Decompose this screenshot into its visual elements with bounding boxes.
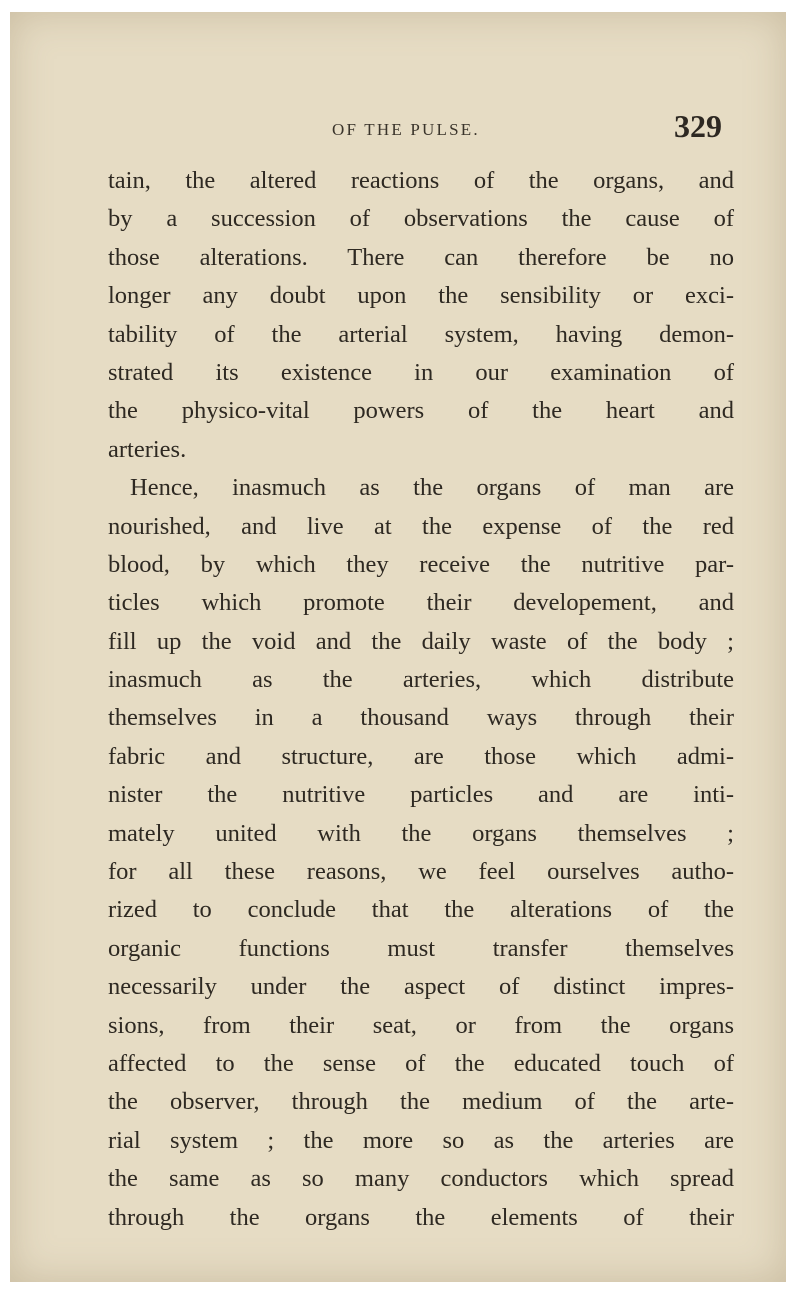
text-line: the observer, through the medium of the arte- xyxy=(108,1088,734,1116)
body-text xyxy=(108,162,734,1237)
paragraph xyxy=(108,162,734,469)
text-line: nister the nutritive particles and are inti- xyxy=(108,781,734,809)
text-line: by a succession of observations the cause of xyxy=(108,205,734,233)
text-line: mately united with the organs themselves ; xyxy=(108,819,734,847)
paragraph xyxy=(108,469,734,1237)
running-head xyxy=(10,108,786,148)
text-line: rized to conclude that the alterations of the xyxy=(108,896,734,924)
text-line: rial system ; the more so as the arteries are xyxy=(108,1126,734,1154)
text-line: fill up the void and the daily waste of the body ; xyxy=(108,627,734,655)
text-line: those alterations. There can therefore be no xyxy=(108,243,734,271)
text-line: blood, by which they receive the nutritive par- xyxy=(108,550,734,578)
text-line: nourished, and live at the expense of the red xyxy=(108,512,734,540)
text-line: arteries. xyxy=(108,435,187,463)
text-line: the physico-vital powers of the heart and xyxy=(108,397,734,425)
text-line: ticles which promote their developement, and xyxy=(108,589,734,617)
text-line: Hence, inasmuch as the organs of man are xyxy=(130,474,734,502)
text-line: inasmuch as the arteries, which distribute xyxy=(108,666,734,694)
text-line: tability of the arterial system, having demon- xyxy=(108,320,734,348)
text-line: longer any doubt upon the sensibility or exci- xyxy=(108,282,734,310)
text-line: through the organs the elements of their xyxy=(108,1203,734,1231)
text-line: the same as so many conductors which spread xyxy=(108,1165,734,1193)
text-line: fabric and structure, are those which admi- xyxy=(108,742,734,770)
text-line: sions, from their seat, or from the organs xyxy=(108,1011,734,1039)
running-title: OF THE PULSE. xyxy=(332,120,480,139)
book-page xyxy=(10,12,786,1282)
text-line: necessarily under the aspect of distinct impres- xyxy=(108,973,734,1001)
text-line: organic functions must transfer themselves xyxy=(108,934,734,962)
text-line: affected to the sense of the educated touch of xyxy=(108,1049,734,1077)
text-line: themselves in a thousand ways through their xyxy=(108,704,734,732)
page-number: 329 xyxy=(674,108,722,144)
text-line: tain, the altered reactions of the organs, and xyxy=(108,167,734,194)
text-line: for all these reasons, we feel ourselves autho- xyxy=(108,858,734,886)
text-line: strated its existence in our examination of xyxy=(108,358,734,386)
